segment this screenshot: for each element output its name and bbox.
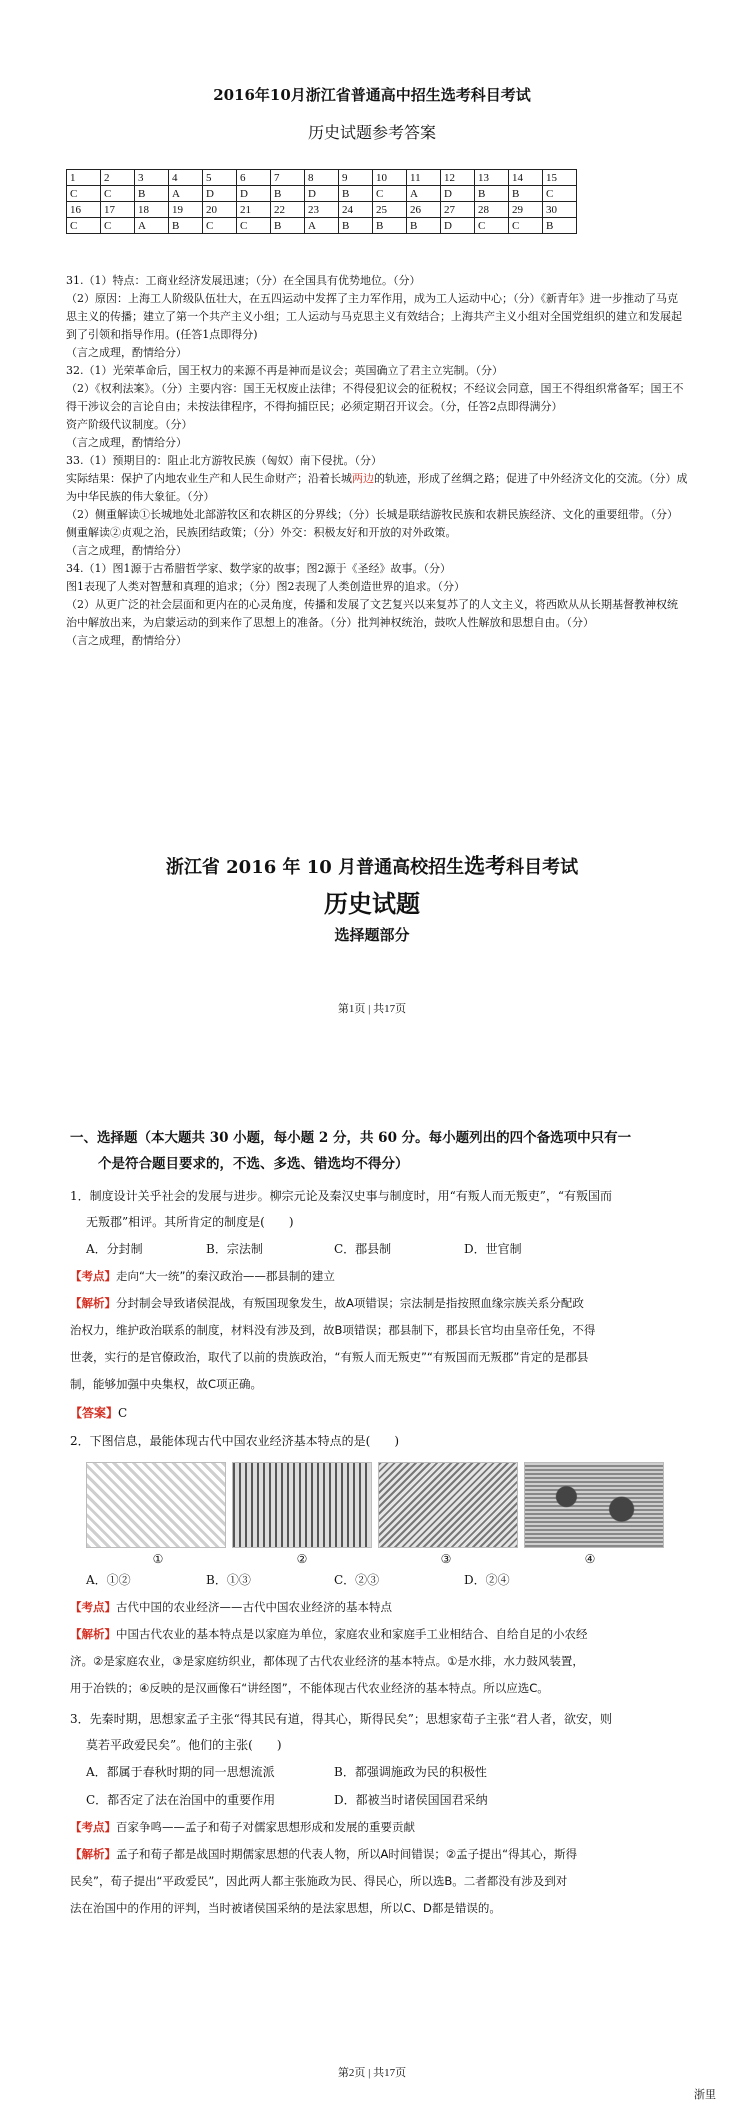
- analysis-text: 中国古代农业的基本特点是以家庭为单位，家庭农业和家庭手工业相结合、自给自足的小农经: [116, 1627, 588, 1641]
- answer-table-cell: D: [237, 186, 271, 202]
- answer-line: 34.（1）图1源于古希腊哲学家、数学家的故事；图2源于《圣经》故事。（分）: [66, 562, 451, 575]
- exam-subject: 历史试题: [324, 889, 420, 918]
- answer-line: （2）侧重解读①长城地处北部游牧区和农耕区的分界线；（分）长城是联结游牧民族和农耕民族经济、文化的重要纽带。（分）: [66, 508, 678, 521]
- option-a: A．①②: [86, 1573, 131, 1587]
- image-weaving: [378, 1462, 518, 1548]
- answer-table-cell: 9: [339, 170, 373, 186]
- answer-table-cell: A: [135, 218, 169, 234]
- question-stem: 2．下图信息，最能体现古代中国农业经济基本特点的是( ): [70, 1434, 400, 1448]
- analysis-line: 济。②是家庭农业，③是家庭纺织业，都体现了古代农业经济的基本特点。①是水排，水力鼓风装置，: [70, 1654, 584, 1668]
- tag-label: 【考点】: [70, 1600, 116, 1614]
- analysis-line: 世袭，实行的是官僚政治，取代了以前的贵族政治，“有叛人而无叛吏”“有叛国而无叛郡”肯定的是郡县: [70, 1350, 589, 1364]
- answer-table-cell: 21: [237, 202, 271, 218]
- answer: [70, 1402, 690, 1424]
- answer-table-cell: 17: [101, 202, 135, 218]
- image-labels: [70, 1552, 690, 1566]
- answer-table-cell: A: [305, 218, 339, 234]
- option-c: C．郡县制: [334, 1242, 392, 1256]
- answer-table-cell: B: [271, 218, 305, 234]
- analysis: [70, 1621, 690, 1648]
- image-stone-relief: [524, 1462, 664, 1548]
- option-d: D．②④: [464, 1573, 510, 1587]
- answer-table-cell: 12: [441, 170, 475, 186]
- answer-line: 侧重解读②贞观之治，民族团结政策；（分）外交：积极友好和开放的对外政策。: [66, 526, 457, 539]
- answer-table-cell: 11: [407, 170, 441, 186]
- answer-table-cell: C: [475, 218, 509, 234]
- answer-table-cell: B: [373, 218, 407, 234]
- exam-title: [0, 850, 744, 880]
- options-row: [70, 1758, 690, 1786]
- analysis-text: 分封制会导致诸侯混战，有叛国现象发生，故A项错误；宗法制是指按照血缘宗族关系分配政: [116, 1296, 584, 1310]
- kd-text: 古代中国的农业经济——古代中国农业经济的基本特点: [116, 1600, 392, 1614]
- tag-label: 【考点】: [70, 1820, 116, 1834]
- question-stem: 莫若平政爱民矣”。他们的主张( ): [86, 1738, 282, 1752]
- question-stem: 1．制度设计关乎社会的发展与进步。柳宗元论及秦汉史事与制度时，用“有叛人而无叛吏”，“有叛国而: [70, 1189, 613, 1203]
- options-row: [70, 1786, 690, 1814]
- page-number: 第2页 | 共17页: [337, 2067, 407, 2079]
- tag-label: 【解析】: [70, 1627, 116, 1641]
- option-d: D．都被当时诸侯国国君采纳: [334, 1793, 488, 1807]
- question-2: [70, 1428, 690, 1702]
- answer-table-cell: A: [169, 186, 203, 202]
- answer-table-row: [67, 170, 577, 186]
- option-c: C．②③: [334, 1573, 380, 1587]
- tag-label: 【考点】: [70, 1269, 116, 1283]
- question-stem: 3．先秦时期，思想家孟子主张“得其民有道，得其心，斯得民矣”；思想家荀子主张“君人者，欲安，则: [70, 1712, 613, 1726]
- answer-key-page: [0, 0, 744, 800]
- answer-table-cell: 2: [101, 170, 135, 186]
- answer-table-cell: 10: [373, 170, 407, 186]
- answer-line: （2）《权利法案》。（分）主要内容：国王无权废止法律；不得侵犯议会的征税权；不经议会同意，国王不得组织常备军；国王不得干涉议会的言论自由；未按法律程序，不得拘捕臣民；必须定期召开议会。（分，任答2点即得满分）: [66, 382, 684, 413]
- image-label: ①: [152, 1552, 164, 1566]
- answer-table-cell: D: [305, 186, 339, 202]
- answer-line: （言之成理，酌情给分）: [66, 346, 187, 359]
- answer-table-cell: D: [203, 186, 237, 202]
- answer-table-cell: 7: [271, 170, 305, 186]
- answer-table-cell: B: [543, 218, 577, 234]
- answer-line: [66, 470, 688, 506]
- answer-key-subtitle: 历史试题参考答案: [307, 123, 436, 142]
- image-label: ③: [440, 1552, 452, 1566]
- knowledge-point: [70, 1814, 690, 1841]
- kd-text: 百家争鸣——孟子和荀子对儒家思想形成和发展的重要贡献: [116, 1820, 415, 1834]
- analysis-line: 法在治国中的作用的评判，当时被诸侯国采纳的是法家思想，所以C、D都是错误的。: [70, 1901, 501, 1915]
- answer-table-cell: 16: [67, 202, 101, 218]
- question-3: [70, 1706, 690, 1922]
- image-farming: [232, 1462, 372, 1548]
- answer-table-cell: A: [407, 186, 441, 202]
- highlighted-text: 两边: [352, 472, 374, 485]
- answer-table-row: [67, 186, 577, 202]
- answer-table-cell: C: [67, 186, 101, 202]
- question-stem: 无叛郡”相评。其所肯定的制度是( ): [86, 1215, 294, 1229]
- option-d: D．世官制: [464, 1242, 522, 1256]
- section-heading-line: 个是符合题目要求的，不选、多选、错选均不得分）: [98, 1156, 409, 1172]
- answer-table-cell: D: [441, 218, 475, 234]
- answer-table-cell: B: [271, 186, 305, 202]
- option-a: A．都属于春秋时期的同一思想流派: [86, 1765, 275, 1779]
- answer-table-cell: 27: [441, 202, 475, 218]
- answer-table-cell: C: [67, 218, 101, 234]
- answer-table: [66, 169, 577, 234]
- section-heading: [70, 1125, 690, 1177]
- answer-table-cell: 13: [475, 170, 509, 186]
- image-label: ②: [296, 1552, 308, 1566]
- option-c: C．都否定了法在治国中的重要作用: [86, 1793, 276, 1807]
- answer-table-cell: 18: [135, 202, 169, 218]
- answer-line: 33.（1）预期目的：阻止北方游牧民族（匈奴）南下侵扰。（分）: [66, 454, 382, 467]
- image-waterwheel: [86, 1462, 226, 1548]
- answer-table-cell: 29: [509, 202, 543, 218]
- answer-table-cell: B: [169, 218, 203, 234]
- answer-table-cell: B: [339, 218, 373, 234]
- answer-table-cell: C: [509, 218, 543, 234]
- answer-table-cell: B: [135, 186, 169, 202]
- answer-line: （言之成理，酌情给分）: [66, 634, 187, 647]
- answer-text: 实际结果：保护了内地农业生产和人民生命财产；沿着长城: [66, 472, 352, 485]
- question-images: [70, 1462, 690, 1548]
- answer-line: 31.（1）特点：工商业经济发展迅速；（分）在全国具有优势地位。（分）: [66, 274, 421, 287]
- answer-table-cell: 26: [407, 202, 441, 218]
- analysis: [70, 1290, 690, 1317]
- analysis-line: 用于冶铁的；④反映的是汉画像石“讲经图”，不能体现古代农业经济的基本特点。所以应选C。: [70, 1681, 549, 1695]
- answer-table-cell: 3: [135, 170, 169, 186]
- page-number: 第1页 | 共17页: [337, 1003, 407, 1015]
- tag-label: 【解析】: [70, 1296, 116, 1310]
- answer-table-row: [67, 202, 577, 218]
- knowledge-point: [70, 1263, 690, 1290]
- answer-table-cell: C: [203, 218, 237, 234]
- answer-line: （2）从更广泛的社会层面和更内在的心灵角度，传播和发展了文艺复兴以来复苏了的人文主义，将西欧从从长期基督教神权统治中解放出来，为启蒙运动的到来作了思想上的准备。（分）批判神权统治，鼓吹人性解放和思想自由。（分）: [66, 598, 678, 629]
- answer-table-cell: 15: [543, 170, 577, 186]
- answer-line: （2）原因：上海工人阶级队伍壮大，在五四运动中发挥了主力军作用，成为工人运动中心；（分）《新青年》进一步推动了马克思主义的传播；建立了第一个共产主义小组；工人运动与马克思主义有效结合；上海共产主义小组对全国党组织的建立和发展起到了引领和指导作用。(任答1点即得分): [66, 292, 682, 341]
- analysis: [70, 1841, 690, 1868]
- analysis-line: 民矣”，荀子提出“平政爱民”，因此两人都主张施政为民、得民心，所以选B。二者都没有涉及到对: [70, 1874, 568, 1888]
- option-b: B．都强调施政为民的积极性: [334, 1765, 487, 1779]
- options-row: [70, 1235, 690, 1263]
- section-heading-line: 一、选择题（本大题共 30 小题，每小题 2 分，共 60 分。每小题列出的四个备选项中只有一: [70, 1130, 632, 1146]
- answer-table-cell: C: [237, 218, 271, 234]
- answer-table-cell: 30: [543, 202, 577, 218]
- answer-table-row: [67, 218, 577, 234]
- options-row: [70, 1566, 690, 1594]
- exam-title-part: 科目考试: [506, 857, 579, 878]
- answer-table-cell: 23: [305, 202, 339, 218]
- kd-text: 走向“大一统”的秦汉政治——郡县制的建立: [116, 1269, 335, 1283]
- answer-table-cell: 22: [271, 202, 305, 218]
- knowledge-point: [70, 1594, 690, 1621]
- answer-table-cell: C: [101, 186, 135, 202]
- tag-label: 【解析】: [70, 1847, 116, 1861]
- answer-table-cell: 19: [169, 202, 203, 218]
- answer-table-cell: B: [509, 186, 543, 202]
- answer-table-cell: D: [441, 186, 475, 202]
- answer-line: 资产阶级代议制度。（分）: [66, 418, 193, 431]
- analysis-line: 治权力，维护政治联系的制度，材料没有涉及到，故B项错误；郡县制下，郡县长官均由皇帝任免，不得: [70, 1323, 596, 1337]
- option-b: B．宗法制: [206, 1242, 263, 1256]
- answer-table-cell: 20: [203, 202, 237, 218]
- answer-table-cell: B: [339, 186, 373, 202]
- answer-key-title: 2016年10月浙江省普通高中招生选考科目考试: [213, 86, 531, 104]
- answer-text: 的轨迹，形成了丝绸之路；促进了中外经济文化的交流。（分）成为中华民族的伟大象征。（分）: [66, 472, 688, 503]
- image-label: ④: [584, 1552, 596, 1566]
- answer-table-cell: B: [475, 186, 509, 202]
- answer-table-cell: C: [543, 186, 577, 202]
- answer-table-cell: 25: [373, 202, 407, 218]
- answer-line: 图1表现了人类对智慧和真理的追求；（分）图2表现了人类创造世界的追求。（分）: [66, 580, 465, 593]
- answer-line: 32.（1）光荣革命后，国王权力的来源不再是神而是议会；英国确立了君主立宪制。（分）: [66, 364, 503, 377]
- exam-title-part: 浙江省 2016 年 10 月普通高校招生: [165, 857, 465, 878]
- answer-explanations: [66, 272, 688, 650]
- answer-table-cell: C: [373, 186, 407, 202]
- answer-line: （言之成理，酌情给分）: [66, 544, 187, 557]
- questions-section: [70, 1125, 690, 1922]
- question-1: [70, 1183, 690, 1424]
- exam-section: 选择题部分: [334, 926, 410, 944]
- answer-table-cell: 4: [169, 170, 203, 186]
- option-b: B．①③: [206, 1573, 251, 1587]
- answer-table-cell: 1: [67, 170, 101, 186]
- answer-table-cell: 24: [339, 202, 373, 218]
- corner-mark: 浙里: [694, 2088, 716, 2101]
- answer-table-cell: B: [407, 218, 441, 234]
- answer-table-cell: 14: [509, 170, 543, 186]
- answer-table-cell: 6: [237, 170, 271, 186]
- answer-table-cell: 28: [475, 202, 509, 218]
- tag-label: 【答案】: [70, 1406, 119, 1420]
- answer-table-cell: C: [101, 218, 135, 234]
- answer-value: C: [118, 1406, 128, 1420]
- answer-line: （言之成理，酌情给分）: [66, 436, 187, 449]
- analysis-text: 孟子和荀子都是战国时期儒家思想的代表人物，所以A时间错误；②孟子提出“得其心，斯得: [116, 1847, 578, 1861]
- answer-table-cell: 5: [203, 170, 237, 186]
- answer-table-cell: 8: [305, 170, 339, 186]
- analysis-line: 制，能够加强中央集权，故C项正确。: [70, 1377, 263, 1391]
- exam-title-part: 选考: [464, 853, 507, 878]
- option-a: A．分封制: [86, 1242, 143, 1256]
